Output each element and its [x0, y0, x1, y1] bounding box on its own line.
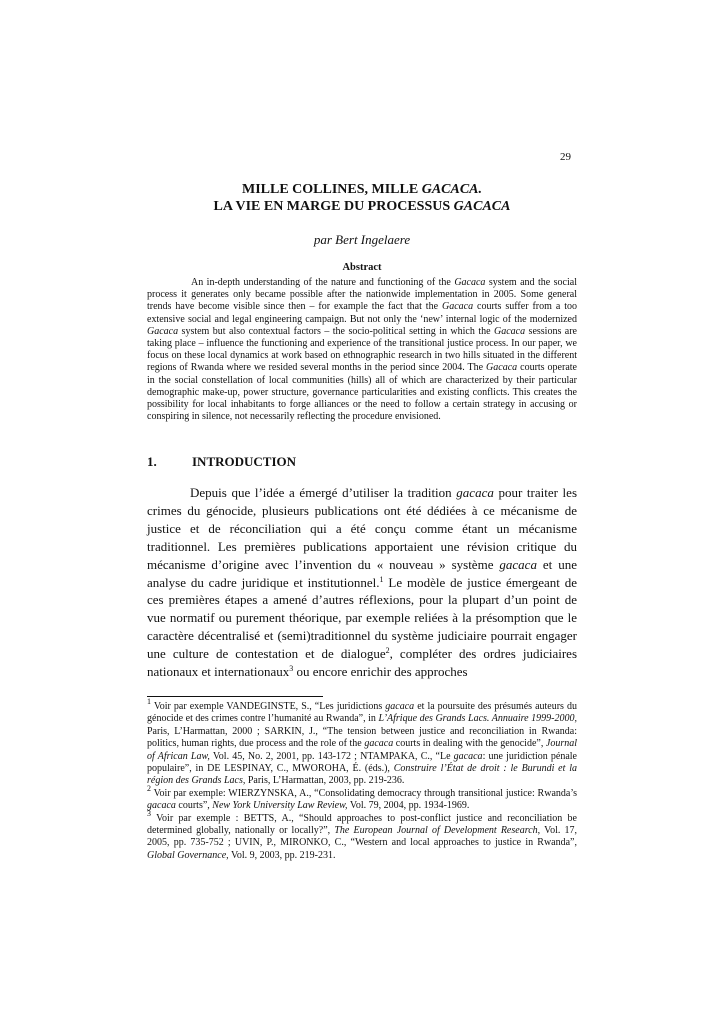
text-run: Voir par exemple VANDEGINSTE, S., “Les juridictions [151, 701, 386, 712]
text-run: courts operate in the social constellation of local communities (hills) all of which are characterized by their particular demographic make-up, power structure, governance particularities and existing conflicts. This creates the possibility for local inhabitants to forge alliances or the need to follow a certain strategy in accusing or conspiring in silence, not necessarily reflecting the procedure envisioned. [147, 362, 577, 423]
footnote-1 [147, 697, 578, 788]
abstract-paragraph [147, 277, 577, 423]
text-run: et une analyse du cadre juridique et institutionnel. [147, 556, 577, 590]
italic-text: Gacaca [147, 325, 179, 337]
text-run: sessions are taking place – influence the functioning and experience of the transitional justice process. In our paper, we focus on these local dynamics at work based on ethnographic research in two hills situated in the different regions of Rwanda where we resided several months in the period since 2004. The [147, 325, 577, 374]
italic-text: New York University Law Review, [212, 800, 348, 812]
text-run: system but also contextual factors – the socio-political setting in which the [178, 325, 494, 337]
text-run: et la poursuite des présumés auteurs du génocide et des crimes contre l’humanité au Rwanda”, in [147, 701, 577, 725]
italic-text: gacaca [456, 485, 494, 500]
title-line-1-italic: GACACA. [421, 182, 483, 197]
section-number: 1. [147, 454, 157, 469]
italic-text: gacaca [364, 738, 394, 750]
text-run: system and the social process it generates only became possible after the nationwide implementation in 2005. Some general trends have become visible since then – for example the fact that the [147, 277, 577, 313]
italic-text: Journal of African Law, [147, 738, 577, 762]
body-paragraph [147, 484, 577, 681]
title-line-2-text: LA VIE EN MARGE DU PROCESSUS [213, 199, 454, 214]
footnote-2 [147, 783, 577, 813]
text-run: Le modèle de justice émergeant de ces premières étapes a amené d’autres réflexions, pour la plupart d’un point de vue normatif ou purement théorique, par exemple reliées à la présomption que le caractère décentralisé et (semi)traditionnel du système judiciaire pourrait engager une culture de contestation et de dialogue [147, 574, 577, 662]
section-heading [147, 454, 296, 470]
text-run: , Vol. 17, 2005, pp. 735-752 ; UVIN, P., MIRONKO, C., “Western and local approaches to justice in Rwanda”, [147, 825, 578, 849]
footnote-3 [147, 808, 578, 863]
text-run: Paris, L’Harmattan, 2000 ; SARKIN, J., “The tension between justice and reconciliation in Rwanda: politics, human rights, due process and the role of the [147, 725, 577, 750]
text-run: Vol. 9, 2003, pp. 219-231. [228, 849, 336, 861]
text-run: Paris, L’Harmattan, 2003, pp. 219-236. [245, 775, 405, 787]
italic-text: The European Journal of Development Research [334, 825, 538, 837]
text-run: An in-depth understanding of the nature and functioning of the [191, 277, 455, 288]
italic-text: gacaca [453, 750, 483, 762]
text-run: Vol. 45, No. 2, 2001, pp. 143-172 ; NTAMPAKA, C., “Le [209, 750, 454, 762]
text-run: Depuis que l’idée a émergé d’utiliser la tradition [190, 485, 457, 500]
footnote-number: 1 [147, 697, 151, 706]
italic-text: gacaca [385, 701, 415, 712]
abstract-text [147, 277, 577, 423]
author-byline: par Bert Ingelaere [313, 232, 411, 247]
footnote-rule [147, 696, 323, 697]
text-run: pour traiter les crimes du génocide, plusieurs publications ont été dédiées à ce mécanisme de justice et de réconciliation qui a été conçu comme étant un mécanisme traditionnel. Les premières publications apportaient une révision critique du mécanisme d’origine avec l’invention du « nouveau » système [147, 485, 578, 572]
text-run: Vol. 79, 2004, pp. 1934-1969. [347, 800, 470, 812]
title-line-2-italic: GACACA [453, 199, 511, 214]
italic-text: Gacaca [454, 277, 486, 288]
footnote-number: 3 [147, 808, 151, 818]
footnote-ref: 3 [289, 664, 294, 674]
italic-text: L’Afrique des Grands Lacs. Annuaire 1999-2000, [378, 713, 577, 725]
text-run: courts suffer from a too extensive social and legal engineering campaign. But not only the ‘new’ internal logic of the modernized [147, 301, 577, 325]
italic-text: Gacaca [441, 301, 474, 313]
footnotes [147, 697, 578, 862]
text-run: ou encore enrichir des approches [293, 664, 468, 680]
text-run: , compléter des ordres judiciaires nationaux et internationaux [147, 646, 578, 680]
body-text [147, 484, 577, 681]
footnote-ref: 2 [385, 646, 390, 656]
page-number: 29 [560, 151, 571, 163]
italic-text: Gacaca [486, 362, 518, 374]
title-line-1-text: MILLE COLLINES, MILLE [241, 182, 422, 197]
article-title-line-1 [145, 182, 579, 198]
italic-text: gacaca [147, 800, 176, 812]
text-run: : une juridiction pénale populaire”, in DE LESPINAY, C., MWOROHA, É. (éds.), [147, 750, 577, 775]
italic-text: Construire l’État de droit : le Burundi et la région des Grands Lacs, [147, 763, 578, 787]
text-run: Voir par exemple : BETTS, A., “Should approaches to post-conflict justice and reconciliation be determined globally, nationally or locally?”, [147, 812, 577, 837]
text-run: Voir par exemple: WIERZYNSKA, A., “Consolidating democracy through transitional justice: Rwanda’s [151, 787, 577, 799]
section-title: INTRODUCTION [192, 454, 297, 469]
text-run: courts in dealing with the genocide”, [393, 738, 546, 750]
footnote-ref: 1 [379, 574, 384, 584]
italic-text: Gacaca [494, 325, 526, 337]
article-title-line-2 [145, 199, 579, 215]
abstract-heading: Abstract [342, 262, 382, 273]
italic-text: gacaca [499, 556, 537, 572]
footnote-number: 2 [147, 783, 151, 793]
italic-text: Global Governance, [147, 849, 229, 861]
text-run: courts”, [175, 800, 213, 812]
